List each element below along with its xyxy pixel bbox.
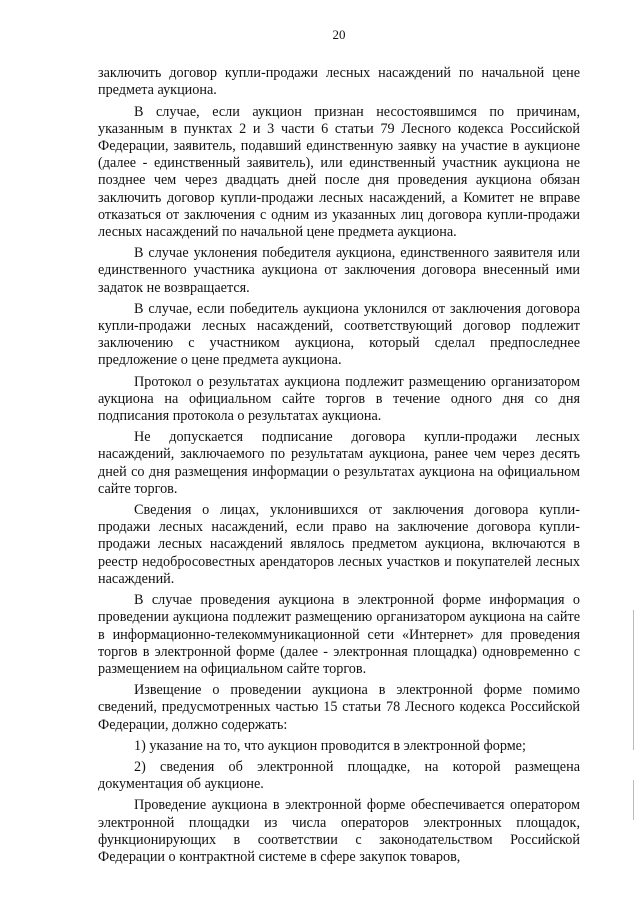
paragraph-electronic-form: В случае проведения аукциона в электронной форме информация о проведении аукциона подлежит размещению организатором аукциона на сайте в информационно-телекоммуникационной сети «Интернет» для проведения торгов в электронной форме (далее - электронная площадка) одновременно с размещением на официальном сайте торгов.: [98, 592, 580, 677]
paragraph-operator: Проведение аукциона в электронной форме обеспечивается оператором электронной площадки из числа операторов электронных площадок, функционирующих в соответствии с законодательством Российской Федерации о контрактной системе в сфере закупок товаров,: [98, 797, 580, 865]
paragraph-failed-auction: В случае, если аукцион признан несостоявшимся по причинам, указанным в пунктах 2 и 3 части 6 статьи 79 Лесного кодекса Российской Федерации, заявитель, подавший единственную заявку на участие в аукционе (далее - единственный заявитель), или единственный участник аукциона не позднее чем через двадцать дней после дня проведения аукциона обязан заключить договор купли-продажи лесных насаждений, а Комитет не вправе отказаться от заключения с одним из указанных лиц договора купли-продажи лесных насаждений по начальной цене предмета аукциона.: [98, 103, 580, 241]
paragraph-continuation: заключить договор купли-продажи лесных насаждений по начальной цене предмета аукциона.: [98, 65, 580, 99]
scan-edge-mark: [633, 610, 634, 750]
paragraph-protocol: Протокол о результатах аукциона подлежит размещению организатором аукциона на официальном сайте торгов в течение одного дня со дня подписания протокола о результатах аукциона.: [98, 373, 580, 425]
list-item-1: 1) указание на то, что аукцион проводится в электронной форме;: [134, 737, 526, 754]
paragraph-signing: Не допускается подписание договора купли-продажи лесных насаждений, заключаемого по результатам аукциона, ранее чем через десять дней со дня размещения информации о результатах аукциона на официальном сайте торгов.: [98, 429, 580, 497]
paragraph-registry: Сведения о лицах, уклонившихся от заключения договора купли-продажи лесных насаждений, если право на заключение договора купли-продажи лесных насаждений являлось предметом аукциона, включаются в реестр недобросовестных арендаторов лесных участков и покупателей лесных насаждений.: [98, 502, 580, 587]
list-item-2: 2) сведения об электронной площадке, на которой размещена документация об аукционе.: [98, 758, 580, 793]
paragraph-notice: Извещение о проведении аукциона в электронной форме помимо сведений, предусмотренных частью 15 статьи 78 Лесного кодекса Российской Федерации, должно содержать:: [98, 682, 580, 733]
scan-edge-mark-lower: [633, 780, 634, 820]
paragraph-deposit: В случае уклонения победителя аукциона, единственного заявителя или единственного участника аукциона от заключения договора внесенный ими задаток не возвращается.: [98, 245, 580, 296]
page-number: 20: [332, 27, 346, 42]
paragraph-winner-evasion: В случае, если победитель аукциона уклонился от заключения договора купли-продажи лесных насаждений, соответствующий договор подлежит заключению с участником аукциона, который сделал предпоследнее предложение о цене предмета аукциона.: [98, 300, 580, 369]
